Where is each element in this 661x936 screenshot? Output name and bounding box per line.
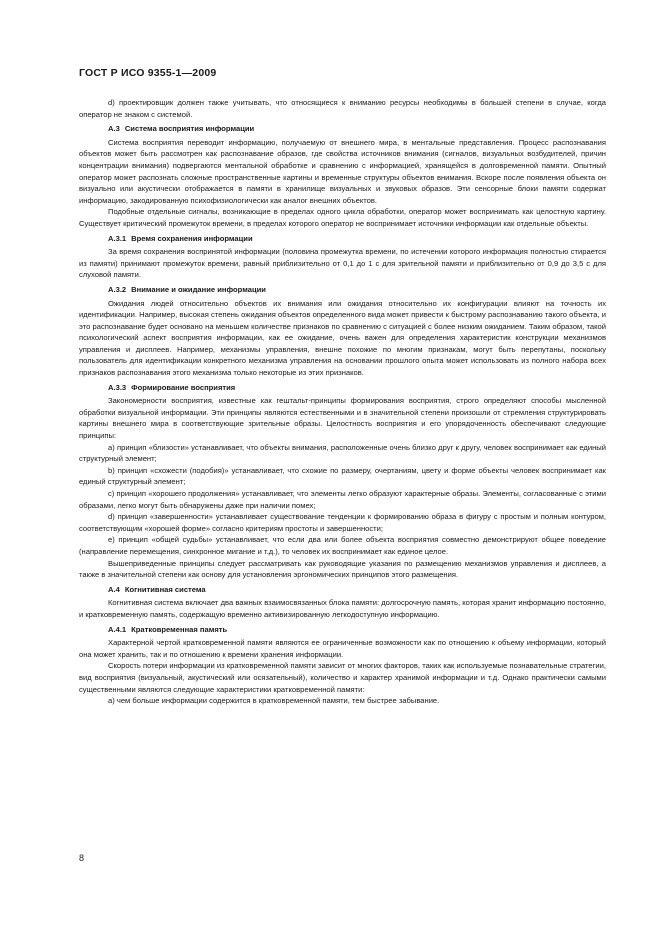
paragraph: Когнитивная система включает два важных взаимосвязанных блока памяти: долгосрочную память, которая хранит информацию постоянно, и кратковременную память, содержащую временно активизированную легкодоступную информацию.: [79, 598, 606, 619]
section-title: Кратковременная память: [131, 624, 228, 634]
section-number: А.3.3: [108, 382, 127, 392]
section-number: А.3.1: [108, 233, 127, 243]
section-heading-a32: [79, 284, 606, 296]
section-title: Система восприятия информации: [124, 124, 255, 134]
paragraph: Подобные отдельные сигналы, возникающие в пределах одного цикла обработки, оператор может воспринимать как целостную картину. Существует критический промежуток времени, в пределах которого оператор не воспринимает источники информации как отдельные объекты.: [79, 207, 606, 228]
section-number: А.3.2: [108, 284, 127, 294]
section-title: Формирование восприятия: [131, 382, 236, 392]
paragraph: Ожидания людей относительно объектов их внимания или ожидания относительно их конфигурации влияют на точность их идентификации. Например, высокая степень ожидания объектов определенного вида может привести к быстрому распознаванию такого объекта, и это распознавание будет основано на меньшем количестве признаков по сравнению с ситуацией с более низким ожиданием. Таким образом, такой психологический аспект восприятия информации, как ее ожидание, очень важен для определения характеристик конструкции механизмов управления и дисплеев. Например, механизмы управления, внешне похожие по многим признакам, могут быть перепутаны, поскольку пользователь для идентификации конкретного механизма управления на основании прошлого опыта может использовать из полного набора всех признаков распознавания этого механизма только некоторые из этих признаков.: [79, 298, 606, 378]
list-item: d) принцип «завершенности» устанавливает существование тенденции к формированию образа в фигуру с простым и полным контуром, соответствующим «хорошей форме» согласно критериям простоты и завершенности;: [79, 512, 606, 533]
list-item: a) принцип «близости» устанавливает, что объекты внимания, расположенные очень близко друг к другу, человек воспринимает как единый структурный элемент;: [79, 442, 606, 464]
section-heading-a41: [79, 624, 606, 636]
page-number: 8: [79, 853, 85, 863]
section-heading-a33: [79, 382, 606, 394]
section-heading-a4: [79, 584, 606, 596]
section-title: Время сохранения информации: [131, 233, 253, 243]
paragraph: Скорость потери информации из кратковременной памяти зависит от многих факторов, таких как используемые познавательные стратегии, вид восприятия (визуальный, акустический или осязательный), количество и характер хранимой информации и т.д. Однако практически самыми существенными являются следующие характеристики кратковременной памяти:: [79, 661, 606, 694]
list-item: b) принцип «схожести (подобия)» устанавливает, что схожие по размеру, очертаниям, цвету и форме объекты человек воспринимает как единый структурный элемент;: [79, 465, 606, 487]
list-item: a) чем больше информации содержится в кратковременной памяти, тем быстрее забывание.: [108, 696, 440, 706]
paragraph: Система восприятия переводит информацию, получаемую от внешнего мира, в ментальные представления. Процесс распознавания объектов может быть рассмотрен как распознавание образов, где свойства источников внимания (сигналов, визуальных возбудителей, причин концентрации внимания) подвергаются ментальной обработке и сравнению с информацией, хранящейся в долговременной памяти. Опытный оператор может распознать сложные пространственные картины и временные структуры объектов внимания. Вскоре после появления объекта он визуально или акустически отображается в памяти в хранилище визуальных и звуковых образов. Эти сенсорные блоки памяти содержат информацию, закодированную психофизиологически как аналог внешних объектов.: [79, 137, 606, 205]
paragraph: Характерной чертой кратковременной памяти являются ее ограниченные возможности как по отношению к объему информации, который она может хранить, так и по отношению к времени хранения информации.: [79, 638, 606, 659]
section-heading-a31: [79, 233, 606, 245]
paragraph: За время сохранения воспринятой информации (половина промежутка времени, по истечении которого информация полностью стирается из памяти) принимают промежуток времени, равный приблизительно от 0,1 до 1 с для зрительной памяти и приблизительно от 0,9 до 3,5 с для слуховой памяти.: [79, 247, 606, 280]
page-header-title: ГОСТ Р ИСО 9355-1—2009: [79, 67, 217, 79]
section-heading-a3: [79, 123, 606, 135]
paragraph: Вышеприведенные принципы следует рассматривать как руководящие указания по размещению механизмов управления и дисплеев, а также в значительной степени как основу для установления эргономических принципов этого размещения.: [79, 558, 606, 580]
paragraph: Закономерности восприятия, известные как гештальт-принципы формирования восприятия, строго определяют способы мысленной обработки визуальной информации. Эти принципы являются естественными и в значительной степени произошли от стремления структурировать картины внешнего мира в соответствующие зрительные образы. Целостность восприятия и его упорядоченность обеспечивают следующие принципы:: [79, 396, 606, 441]
section-number: А.4.1: [108, 624, 127, 634]
document-body: [79, 97, 606, 707]
list-item: c) принцип «хорошего продолжения» устанавливает, что элементы легко образуют характерные образы. Элементы, согласованные с этими образами, легко могут быть обнаружены даже при наличии помех;: [79, 489, 606, 510]
list-item: e) принцип «общей судьбы» устанавливает, что если два или более объекта восприятия совместно демонстрируют общее поведение (направление перемещения, синхронное мигание и т.д.), то человек их воспринимает как единое целое.: [79, 535, 606, 556]
section-number: А.4: [108, 584, 120, 594]
section-title: Когнитивная система: [124, 584, 206, 594]
section-title: Внимание и ожидание информации: [131, 284, 266, 294]
section-number: А.3: [108, 124, 120, 134]
paragraph: d) проектировщик должен также учитывать, что относящиеся к вниманию ресурсы необходимы в большей степени в случае, когда оператор не знаком с системой.: [79, 98, 606, 119]
